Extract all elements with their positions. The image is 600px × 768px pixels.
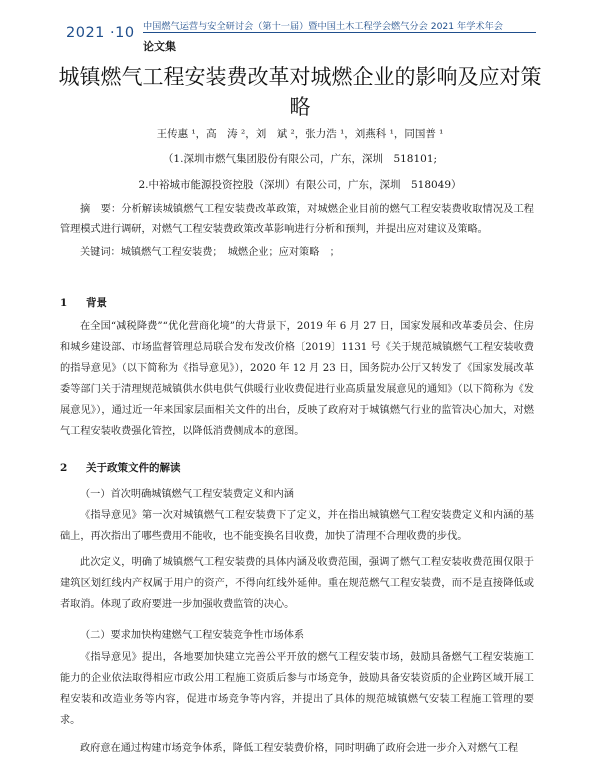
section-number: 1 xyxy=(60,297,68,309)
paragraph-scope: 此次定义，明确了城镇燃气工程安装费的具体内涵及收费范围，强调了燃气工程安装收费范围仅限于建筑区划红线内产权属于用户的资产，不得向红线外延伸。重在规范燃气工程安装费，而不是直接降低或者取消。体现了政府要进一步加强收费监管的决心。 xyxy=(60,557,534,610)
header-rule xyxy=(143,32,536,33)
collection-label: 论文集 xyxy=(143,40,176,53)
conference-name: 中国燃气运营与安全研讨会（第十一届）暨中国土木工程学会燃气分会 2021 年学术年会 xyxy=(143,21,503,32)
keywords: 关键词：城镇燃气工程安装费； 城燃企业；应对策略 ； xyxy=(80,247,340,258)
paragraph-competition: 政府意在通过构建市场竞争体系，降低工程安装费价格，同时明确了政府会进一步介入对燃气工程 xyxy=(80,743,519,754)
paper-title: 城镇燃气工程安装费改革对城燃企业的影响及应对策略 xyxy=(58,65,542,119)
paragraph-market: 《指导意见》提出，各地要加快建立完善公平开放的燃气工程安装市场，鼓励具备燃气工程安装施工能力的企业依法取得相应市政公用工程施工资质后参与市场竞争，鼓励具备安装资质的企业跨区域开展工程安装和改造业务等内容，促进市场竞争等内容，并提出了具体的规范城镇燃气安装工程施工管理的要求。 xyxy=(60,652,534,726)
paragraph-background: 在全国“减税降费”“优化营商化境”的大背景下，2019 年 6 月 27 日，国家发展和改革委员会、住房和城乡建设部、市场监督管理总局联合发布发改价格〔2019〕1131 号《关于规范城镇燃气工程安装收费的指导意见》（以下简称为《指导意见》），2020 年 12 月 23 日，国务院办公厅又转发了《国家发展改革委等部门关于清理规范城镇供水供电供气供暖行业收费促进行业高质量发展意见的通知》（以下简称为《发展意见》），通过近一年来国家层面相关文件的出台，反映了政府对于城镇燃气行业的监管决心加大，对燃气工程安装收费强化管控，以降低消费侧成本的意图。 xyxy=(60,321,534,437)
section-heading-background xyxy=(60,295,107,310)
paragraph-definition: 《指导意见》第一次对城镇燃气工程安装费下了定义，并在指出城镇燃气工程安装费定义和内涵的基础上，再次指出了哪些费用不能收，也不能变换名目收费，加快了清理不合理收费的步伐。 xyxy=(60,510,534,542)
section-title: 背景 xyxy=(86,297,107,309)
affiliation-1: （1.深圳市燃气集团股份有限公司，广东，深圳 518101; xyxy=(162,153,438,165)
subsection-heading-1: （一）首次明确城镇燃气工程安装费定义和内涵 xyxy=(80,489,294,500)
author-list: 王传惠 ¹，高 涛 ²，刘 斌 ²，张力浩 ¹，刘燕科 ¹，同国普 ¹ xyxy=(156,128,444,140)
subsection-heading-2: （二）要求加快构建燃气工程安装竞争性市场体系 xyxy=(80,630,305,641)
header-year: 2021 ·10 xyxy=(66,25,135,41)
affiliation-2: 2.中裕城市能源投资控股（深圳）有限公司，广东，深圳 518049） xyxy=(138,179,462,191)
section-number: 2 xyxy=(60,462,68,474)
section-heading-policy xyxy=(60,460,181,475)
section-title: 关于政策文件的解读 xyxy=(86,462,181,474)
running-header xyxy=(0,0,600,56)
abstract: 摘 要：分析解读城镇燃气工程安装费改革政策，对城燃企业目前的燃气工程安装费收取情况及工程管理模式进行调研，对燃气工程安装费政策改革影响进行分析和预判，并提出应对建议及策略。 xyxy=(60,204,534,235)
